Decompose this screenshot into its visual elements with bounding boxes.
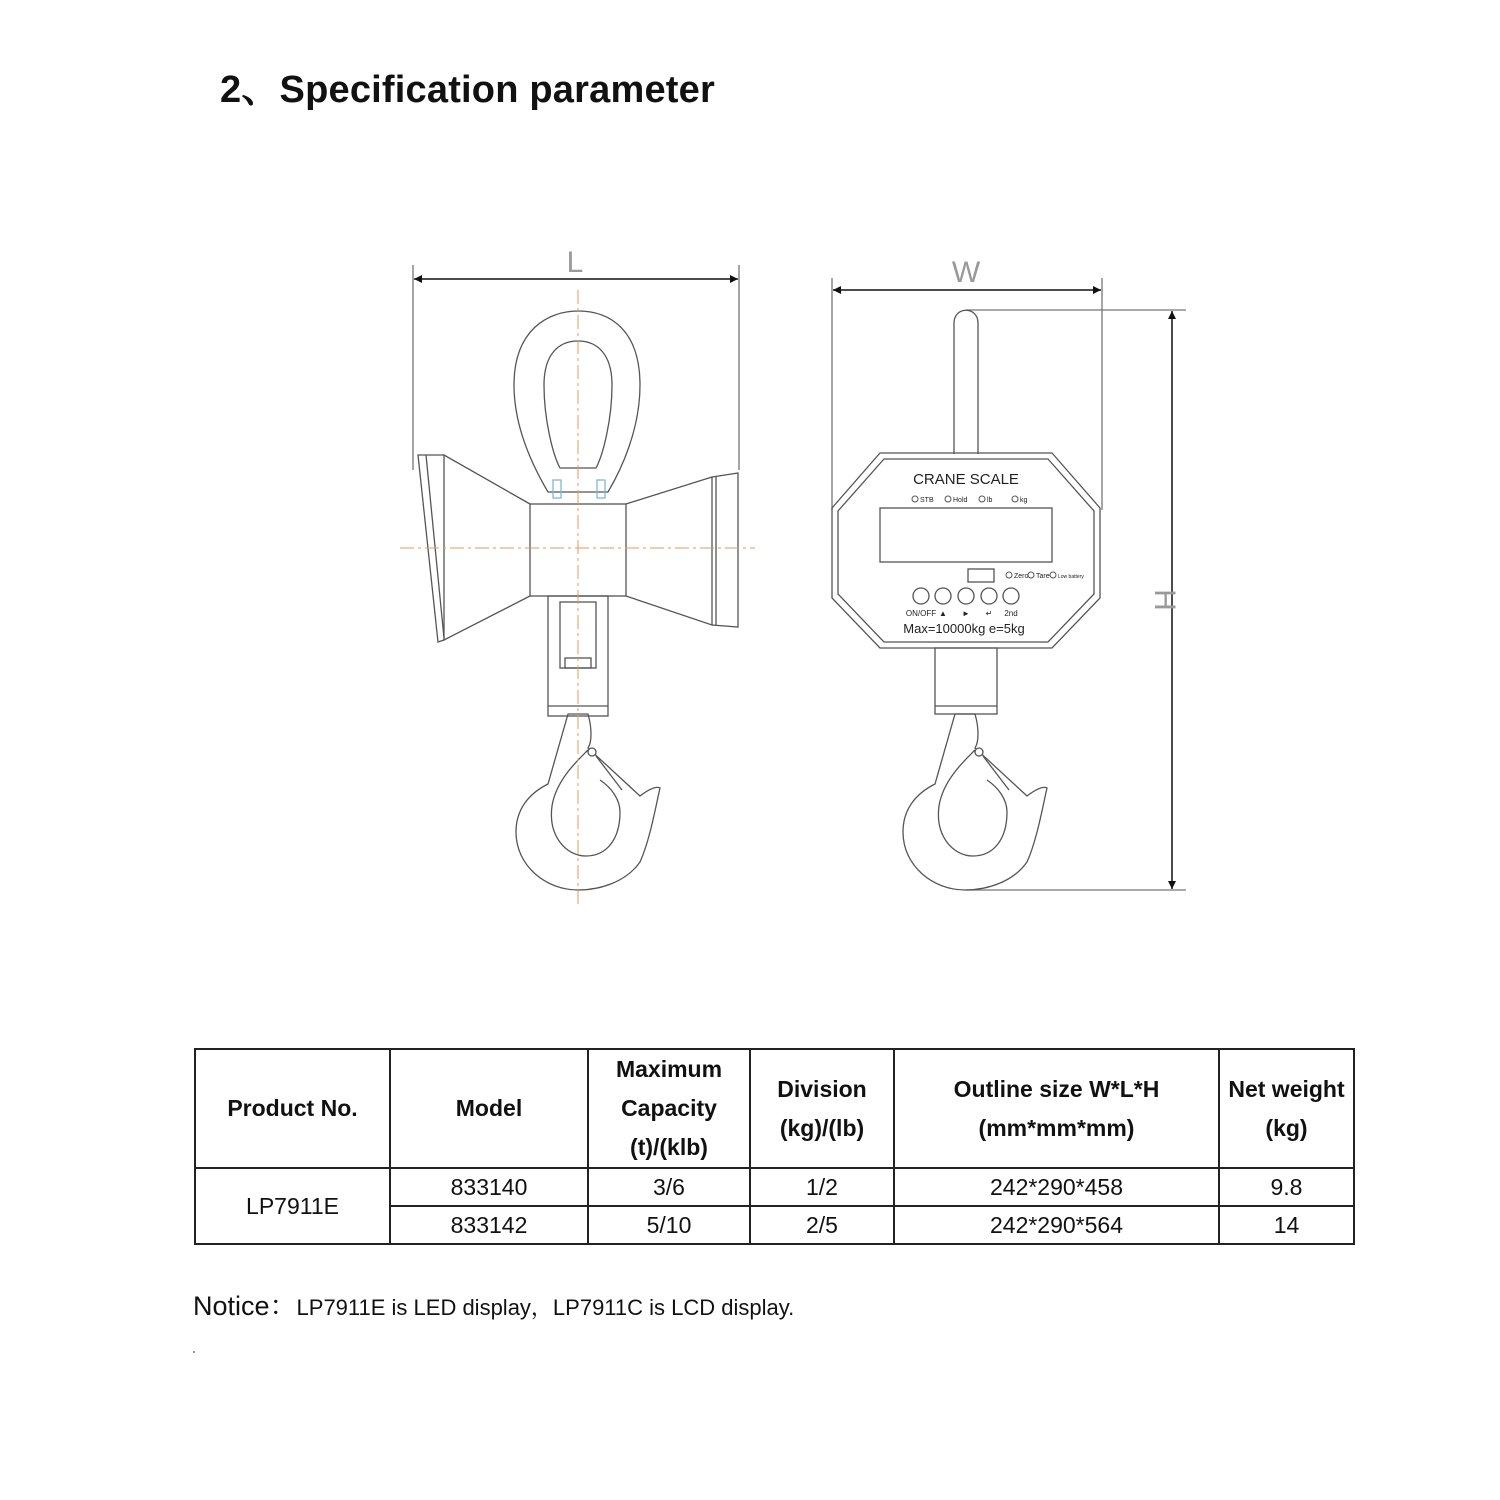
key-label-enter: ↵ [985, 609, 993, 618]
header-model: Model [390, 1049, 588, 1168]
header-net-weight: Net weight (kg) [1219, 1049, 1354, 1168]
front-view [832, 278, 1186, 890]
stray-dot [193, 1351, 195, 1353]
division-cell: 1/2 [750, 1168, 894, 1206]
indicator-tare: Tare [1036, 573, 1050, 580]
indicator-lb: lb [987, 497, 993, 504]
spec-table [194, 1048, 1355, 1245]
panel-rating: Max=10000kg e=5kg [903, 621, 1025, 636]
key-label-on-off: ON/OFF [905, 609, 937, 618]
outline-cell: 242*290*564 [894, 1206, 1219, 1244]
model-cell: 833142 [390, 1206, 588, 1244]
notice [193, 1284, 794, 1323]
header-product-no: Product No. [195, 1049, 390, 1168]
page-title: 2、Specification parameter [220, 69, 715, 111]
width-label: W [951, 256, 981, 289]
header-division: Division (kg)/(lb) [750, 1049, 894, 1168]
length-label: L [566, 246, 584, 279]
panel-brand-label: CRANE SCALE [913, 471, 1019, 488]
header-capacity: Maximum Capacity (t)/(klb) [588, 1049, 750, 1168]
model-cell: 833140 [390, 1168, 588, 1206]
indicator-zero: Zero [1014, 573, 1029, 580]
indicator-low-battery: Low battery [1058, 574, 1084, 580]
table-header-row [195, 1049, 1354, 1168]
key-label-right: ► [962, 609, 970, 618]
weight-cell: 9.8 [1219, 1168, 1354, 1206]
capacity-cell: 3/6 [588, 1168, 750, 1206]
table-row [195, 1168, 1354, 1206]
division-cell: 2/5 [750, 1206, 894, 1244]
outline-cell: 242*290*458 [894, 1168, 1219, 1206]
header-outline-size: Outline size W*L*H (mm*mm*mm) [894, 1049, 1219, 1168]
key-label-2nd: 2nd [1004, 609, 1018, 618]
key-label-up: ▲ [939, 609, 947, 618]
indicator-stb: STB [920, 497, 934, 504]
product-no-cell: LP7911E [195, 1168, 390, 1244]
side-view [413, 265, 739, 890]
notice-label: Notice： [193, 1291, 297, 1321]
display-window [880, 508, 1052, 562]
indicator-kg: kg [1020, 497, 1028, 504]
capacity-cell: 5/10 [588, 1206, 750, 1244]
notice-text: LP7911E is LED display，LP7911C is LCD display. [296, 1295, 795, 1320]
weight-cell: 14 [1219, 1206, 1354, 1244]
height-label: H [1148, 589, 1181, 611]
indicator-hold: Hold [953, 497, 968, 504]
